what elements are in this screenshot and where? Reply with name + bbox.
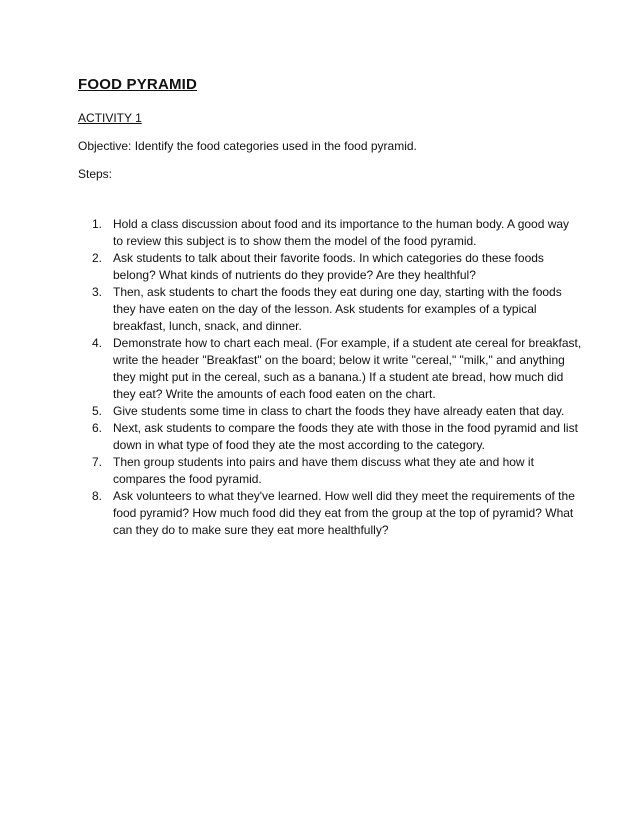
steps-label: Steps: <box>78 167 113 181</box>
list-item <box>92 335 582 403</box>
steps-list <box>92 216 582 539</box>
list-item <box>92 250 582 284</box>
step-text: Give students some time in class to chart the foods they have already eaten that day. <box>113 404 565 418</box>
list-item <box>92 420 582 454</box>
step-number: 8. <box>92 489 103 503</box>
list-item <box>92 216 582 250</box>
document-title: FOOD PYRAMID <box>78 76 198 93</box>
step-text: Then, ask students to chart the foods they eat during one day, starting with the foods they have eaten on the day of the lesson. Ask students for examples of a typical breakfast, lunch, snack, and dinner. <box>113 285 562 333</box>
list-item <box>92 284 582 335</box>
objective-text: Objective: Identify the food categories used in the food pyramid. <box>78 139 417 153</box>
list-item <box>92 454 582 488</box>
step-number: 7. <box>92 455 103 469</box>
step-number: 2. <box>92 251 103 265</box>
step-text: Hold a class discussion about food and its importance to the human body. A good way to review this subject is to show them the model of the food pyramid. <box>113 217 570 248</box>
list-item <box>92 403 582 420</box>
step-number: 4. <box>92 336 103 350</box>
activity-heading: ACTIVITY 1 <box>78 111 142 125</box>
step-text: Demonstrate how to chart each meal. (For example, if a student ate cereal for breakfast, write the header "Breakfast" on the board; below it write "cereal," "milk," and anything they might put in the cereal, such as a banana.) If a student ate bread, how much did they eat? Write the amounts of each food eaten on the chart. <box>113 336 582 401</box>
list-item <box>92 488 582 539</box>
step-text: Next, ask students to compare the foods they ate with those in the food pyramid and list down in what type of food they ate the most according to the category. <box>113 421 578 452</box>
step-text: Then group students into pairs and have them discuss what they ate and how it compares the food pyramid. <box>113 455 534 486</box>
step-number: 3. <box>92 285 103 299</box>
step-number: 1. <box>92 217 103 231</box>
step-text: Ask volunteers to what they've learned. How well did they meet the requirements of the food pyramid? How much food did they eat from the group at the top of pyramid? What can they do to make sure they eat more healthfully? <box>113 489 575 537</box>
step-number: 6. <box>92 421 103 435</box>
step-number: 5. <box>92 404 103 418</box>
step-text: Ask students to talk about their favorite foods. In which categories do these foods belong? What kinds of nutrients do they provide? Are they healthful? <box>113 251 544 282</box>
